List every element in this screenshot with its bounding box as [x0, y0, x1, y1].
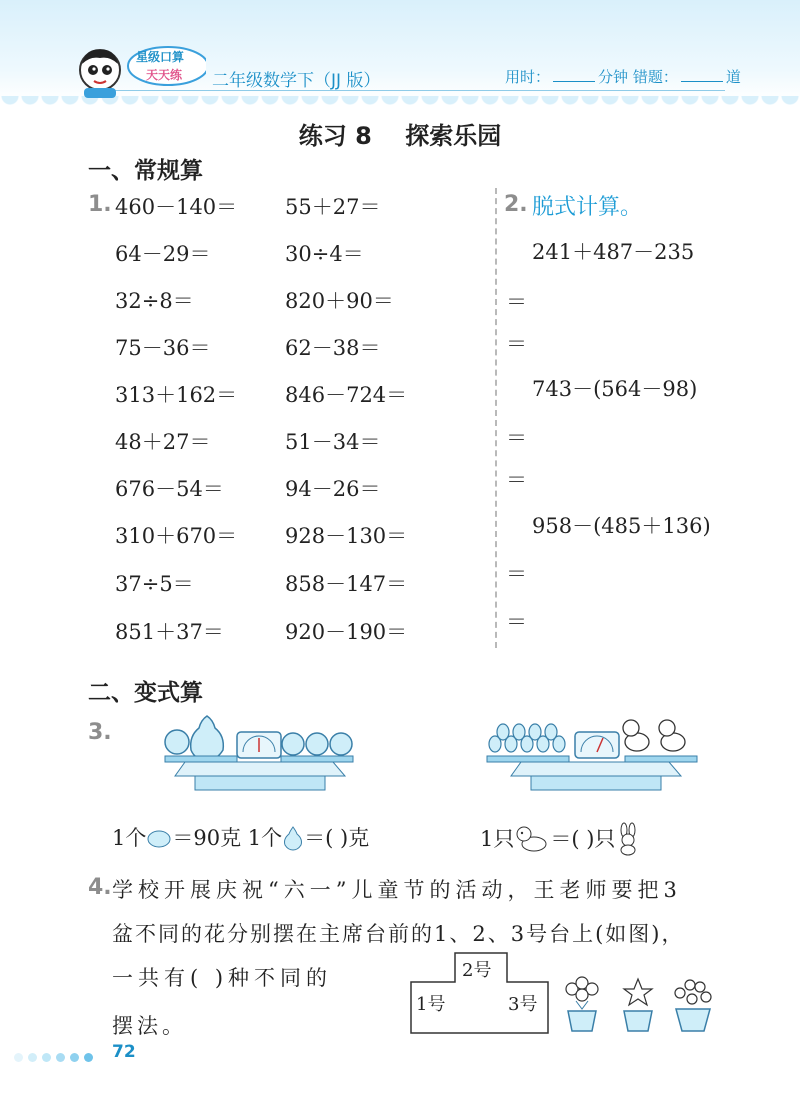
equals-sign: ＝ — [506, 468, 527, 492]
timer-minutes-label: 分钟 — [598, 68, 629, 86]
balance-scale-left — [155, 712, 365, 804]
stage-diagram — [410, 952, 550, 1034]
q1-left-7: 676－54＝ — [115, 477, 224, 501]
q1-right-8: 928－130＝ — [285, 524, 408, 548]
q1-right-7: 94－26＝ — [285, 477, 381, 501]
q1-right-5: 846－724＝ — [285, 383, 408, 407]
q1-left-6: 48＋27＝ — [115, 430, 211, 454]
scale-icon — [485, 712, 700, 804]
balance-scale-right — [485, 712, 700, 804]
q2-instruction: 脱式计算。 — [532, 195, 643, 220]
flower-pot-3 — [670, 975, 714, 1037]
flower-pot-icon — [616, 975, 660, 1033]
flower-pot-2 — [616, 975, 660, 1037]
q4-line-3: 一共有( )种不同的 — [112, 966, 333, 990]
q1-left-3: 32÷8＝ — [115, 289, 194, 313]
time-blank — [553, 69, 595, 82]
rabbit-icon — [615, 822, 641, 856]
round-fruit-icon — [146, 828, 172, 848]
footer-dots — [14, 1047, 98, 1066]
equals-sign: ＝ — [506, 610, 527, 634]
page-number: 72 — [112, 1042, 136, 1062]
q1-left-1: 460－140＝ — [115, 195, 238, 219]
flower-pot-icon — [560, 975, 604, 1033]
flower-pot-1 — [560, 975, 604, 1037]
timer-row — [505, 66, 741, 87]
q1-right-4: 62－38＝ — [285, 336, 381, 360]
q3-text-a3: ＝( )克 — [304, 826, 370, 850]
q4-line-2: 盆不同的花分别摆在主席台前的1、2、3号台上(如图)， — [112, 922, 685, 946]
q3-text-a2: ＝90克 1个 — [172, 826, 283, 850]
q1-right-1: 55＋27＝ — [285, 195, 381, 219]
errors-blank — [681, 69, 723, 82]
logo-text-line2: 天天练 — [146, 68, 183, 82]
equals-sign: ＝ — [506, 426, 527, 450]
page-title: 练习 8 探索乐园 — [298, 122, 502, 150]
q3-text-row — [112, 822, 369, 852]
q1-left-10: 851＋37＝ — [115, 620, 224, 644]
q2-expr-2: 743－(564－98) — [532, 377, 698, 401]
q3-text-row-right — [480, 822, 641, 856]
q1-right-9: 858－147＝ — [285, 572, 408, 596]
q4-line-4: 摆法。 — [112, 1014, 187, 1038]
section-heading: 二、变式算 — [88, 680, 203, 706]
q1-left-5: 313＋162＝ — [115, 383, 238, 407]
stage-label-1: 1号 — [416, 994, 446, 1015]
q4-line-1: 学校开展庆祝“六一”儿童节的活动，王老师要把3 — [112, 878, 682, 902]
question-number: 1. — [88, 192, 112, 217]
timer-items-label: 道 — [725, 68, 741, 86]
timer-used-label: 用时： — [505, 68, 551, 86]
stage-label-3: 3号 — [508, 994, 538, 1015]
column-divider — [495, 188, 497, 648]
question-number: 2. — [504, 192, 528, 217]
q2-expr-3: 958－(485＋136) — [532, 514, 711, 538]
stage-label-2: 2号 — [462, 960, 492, 981]
equals-sign: ＝ — [506, 332, 527, 356]
equals-sign: ＝ — [506, 290, 527, 314]
q2-expr-1: 241＋487－235 — [532, 240, 695, 264]
q1-right-2: 30÷4＝ — [285, 242, 364, 266]
q3-text-b1: 1只 — [480, 827, 515, 851]
timer-errors-label: 错题： — [632, 68, 678, 86]
q1-left-8: 310＋670＝ — [115, 524, 238, 548]
mascot-logo — [76, 42, 206, 100]
q1-right-10: 920－190＝ — [285, 620, 408, 644]
dog-icon — [514, 824, 550, 854]
equals-sign: ＝ — [506, 562, 527, 586]
scale-icon — [155, 712, 365, 804]
flower-pot-icon — [670, 975, 714, 1033]
question-number: 4. — [88, 875, 112, 900]
logo-text-line1: 星级口算 — [136, 50, 185, 64]
q1-right-6: 51－34＝ — [285, 430, 381, 454]
section-heading: 一、常规算 — [88, 158, 203, 184]
question-number: 3. — [88, 720, 112, 745]
q1-left-2: 64－29＝ — [115, 242, 211, 266]
q3-text-a1: 1个 — [112, 826, 147, 850]
q1-left-4: 75－36＝ — [115, 336, 211, 360]
book-title: 二年级数学下（JJ 版） — [212, 71, 381, 91]
q1-right-3: 820＋90＝ — [285, 289, 394, 313]
pear-icon — [282, 825, 304, 851]
q1-left-9: 37÷5＝ — [115, 572, 194, 596]
q3-text-b2: ＝( )只 — [550, 827, 616, 851]
